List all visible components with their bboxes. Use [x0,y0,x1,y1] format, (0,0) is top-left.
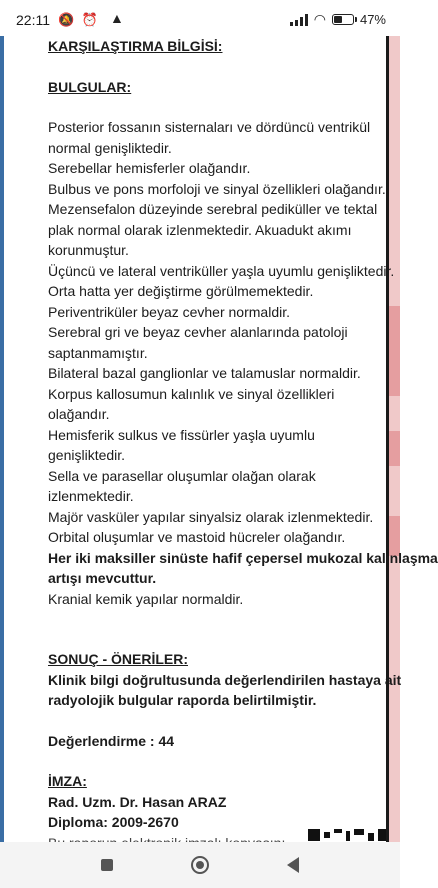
finding-line: Majör vasküler yapılar sinyalsiz olarak izlenmektedir. [48,508,374,525]
conclusion-text: radyolojik bulgular raporda belirtilmiştir. [48,692,317,708]
finding-line: Posterior fossanın sisternaları ve dördüncü ventrikül [48,119,371,135]
warning-icon: ▲ [110,10,124,26]
finding-line: Periventriküler beyaz cevher normaldir. [48,303,290,320]
evaluation-score: Değerlendirme : 44 [48,732,175,749]
status-right-group [290,11,386,28]
conclusion-text: Klinik bilgi doğrultusunda değerlendirilen hastaya ait [48,671,402,688]
page-left-edge [0,36,4,842]
findings-list [48,117,438,609]
home-icon [191,856,209,874]
finding-line-bold: Her iki maksiller sinüste hafif çepersel mukozal kalınlaşma [48,549,438,566]
finding-line: Orta hatta yer değiştirme görülmemektedir. [48,283,314,299]
finding-line: genişliktedir. [48,447,126,463]
diploma-number: Diploma: 2009-2670 [48,814,179,830]
status-time: 22:11 [16,12,50,28]
finding-line: saptanmamıştır. [48,344,148,361]
report-document [48,36,438,853]
document-viewport[interactable] [0,36,438,842]
finding-line: normal genişliktedir. [48,139,172,156]
finding-line: korunmuştur. [48,242,129,258]
finding-line: Serebellar hemisferler olağandır. [48,160,251,176]
back-icon [287,857,299,873]
battery-fill [334,16,342,23]
finding-line: Kranial kemik yapılar normaldir. [48,590,244,607]
signer-name: Rad. Uzm. Dr. Hasan ARAZ [48,793,227,810]
finding-line: Üçüncü ve lateral ventriküller yaşla uyumlu genişliktedir. [48,262,395,279]
finding-line: olağandır. [48,406,110,422]
finding-line-bold: artışı mevcuttur. [48,570,157,586]
home-button[interactable] [180,845,220,885]
battery-percent: 47% [359,12,386,27]
finding-line: Korpus kallosumun kalınlık ve sinyal özellikleri [48,385,335,402]
finding-line: Hemisferik sulkus ve fissürler yaşla uyumlu [48,426,315,443]
wifi-icon: ◠ [313,11,326,27]
signature-title: İMZA: [48,773,87,789]
finding-line: izlenmektedir. [48,488,134,504]
recents-button[interactable] [87,845,127,885]
finding-line: Bilateral bazal ganglionlar ve talamuslar normaldir. [48,365,361,381]
finding-line: Orbital oluşumlar ve mastoid hücreler olağandır. [48,529,346,545]
finding-line: Bulbus ve pons morfoloji ve sinyal özellikleri olağandır. [48,180,386,197]
status-bar [0,0,400,36]
navigation-bar [0,842,400,888]
findings-title: BULGULAR: [48,78,132,95]
finding-line: plak normal olarak izlenmektedir. Akuadukt akımı [48,221,352,238]
comparison-title: KARŞILAŞTIRMA BİLGİSİ: [48,38,223,54]
qr-code-icon [308,829,386,842]
mute-alarm-icons: 🔕 ⏰ [58,12,100,27]
signal-icon [290,14,308,26]
conclusion-title: SONUÇ - ÖNERİLER: [48,651,188,667]
finding-line: Serebral gri ve beyaz cevher alanlarında patoloji [48,324,348,340]
battery-icon [332,14,354,25]
recents-icon [101,859,113,871]
finding-line: Sella ve parasellar oluşumlar olağan olarak [48,467,316,484]
back-button[interactable] [273,845,313,885]
finding-line: Mezensefalon düzeyinde serebral pediküller ve tektal [48,201,378,217]
